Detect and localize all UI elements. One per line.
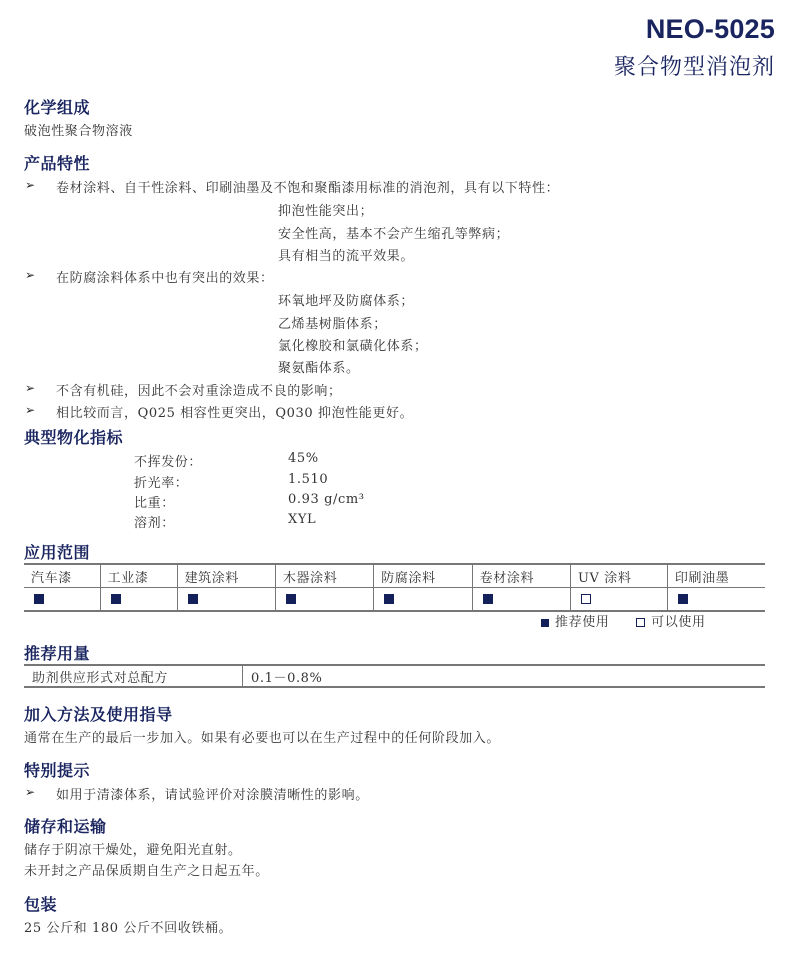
feature-subitem: 具有相当的流平效果。 bbox=[278, 249, 415, 264]
property-value: XYL bbox=[288, 512, 317, 527]
feature-subitem: 抑泡性能突出； bbox=[278, 204, 374, 219]
legend bbox=[541, 611, 706, 630]
feature-subitem: 聚氨酯体系。 bbox=[278, 361, 360, 376]
feature-subitem: 乙烯基树脂体系； bbox=[278, 317, 387, 332]
storage-line: 储存于阴凉干燥处，避免阳光直射。 bbox=[24, 843, 242, 858]
product-code: NEO-5025 bbox=[645, 14, 775, 44]
feature-item: 相比较而言，Q025 相容性更突出，Q030 抑泡性能更好。 bbox=[56, 406, 414, 421]
application-name: 防腐涂料 bbox=[374, 564, 472, 588]
dosage-label: 助剂供应形式对总配方 bbox=[24, 665, 243, 687]
recommended-filled-square-icon bbox=[111, 594, 121, 604]
legend-usable: 可以使用 bbox=[651, 615, 706, 630]
note-item: 如用于清漆体系，请试验评价对涂膜清晰性的影响。 bbox=[56, 788, 369, 803]
section-title-storage: 储存和运输 bbox=[24, 817, 107, 836]
application-name: 工业漆 bbox=[100, 564, 177, 588]
recommended-filled-square-icon bbox=[384, 594, 394, 604]
legend-recommended: 推荐使用 bbox=[555, 615, 610, 630]
dosage-table bbox=[24, 664, 765, 688]
property-value: 1.510 bbox=[288, 472, 329, 487]
application-name: 卷材涂料 bbox=[472, 564, 570, 588]
feature-item: 不含有机硅，因此不会对重涂造成不良的影响； bbox=[56, 384, 342, 399]
recommended-filled-square-icon bbox=[286, 594, 296, 604]
property-value: 0.93 g/cm³ bbox=[288, 492, 365, 507]
packaging-text: 25 公斤和 180 公斤不回收铁桶。 bbox=[24, 921, 233, 936]
applications-marks-row bbox=[24, 588, 765, 612]
feature-item: 卷材涂料、自干性涂料、印刷油墨及不饱和聚酯漆用标准的消泡剂，具有以下特性： bbox=[56, 181, 560, 196]
applications-table bbox=[24, 563, 765, 612]
usage-text: 通常在生产的最后一步加入。如果有必要也可以在生产过程中的任何阶段加入。 bbox=[24, 731, 501, 746]
bullet-arrow-icon: ➢ bbox=[25, 178, 36, 192]
section-title-composition: 化学组成 bbox=[24, 98, 91, 117]
section-title-features: 产品特性 bbox=[24, 154, 91, 173]
property-label: 折光率： bbox=[134, 476, 189, 491]
dosage-value: 0.1－0.8% bbox=[243, 665, 766, 687]
recommended-filled-square-icon bbox=[678, 594, 688, 604]
legend-filled-square-icon bbox=[541, 619, 549, 627]
usable-open-square-icon bbox=[581, 594, 591, 604]
application-name: 建筑涂料 bbox=[177, 564, 275, 588]
product-name: 聚合物型消泡剂 bbox=[613, 55, 775, 80]
bullet-arrow-icon: ➢ bbox=[25, 268, 36, 282]
feature-subitem: 安全性高，基本不会产生缩孔等弊病； bbox=[278, 227, 510, 242]
application-name: 汽车漆 bbox=[24, 564, 100, 588]
application-name: UV 涂料 bbox=[571, 564, 668, 588]
dosage-row bbox=[24, 665, 765, 687]
feature-subitem: 环氧地坪及防腐体系； bbox=[278, 294, 415, 309]
feature-item: 在防腐涂料体系中也有突出的效果： bbox=[56, 271, 274, 286]
application-name: 木器涂料 bbox=[275, 564, 373, 588]
applications-header-row bbox=[24, 564, 765, 588]
recommended-filled-square-icon bbox=[188, 594, 198, 604]
application-name: 印刷油墨 bbox=[667, 564, 765, 588]
bullet-arrow-icon: ➢ bbox=[25, 785, 36, 799]
property-label: 比重： bbox=[134, 496, 175, 511]
section-title-applications: 应用范围 bbox=[24, 543, 91, 562]
section-title-dosage: 推荐用量 bbox=[24, 644, 91, 663]
legend-open-square-icon bbox=[636, 618, 645, 627]
section-title-properties: 典型物化指标 bbox=[24, 428, 124, 447]
section-title-packaging: 包装 bbox=[24, 895, 58, 914]
storage-line: 未开封之产品保质期自生产之日起五年。 bbox=[24, 864, 269, 879]
section-title-usage: 加入方法及使用指导 bbox=[24, 705, 173, 724]
property-label: 不挥发份： bbox=[134, 455, 203, 470]
section-title-notes: 特别提示 bbox=[24, 761, 91, 780]
composition-text: 破泡性聚合物溶液 bbox=[24, 124, 133, 139]
property-value: 45% bbox=[288, 451, 319, 466]
recommended-filled-square-icon bbox=[34, 594, 44, 604]
property-label: 溶剂： bbox=[134, 516, 175, 531]
bullet-arrow-icon: ➢ bbox=[25, 403, 36, 417]
feature-subitem: 氯化橡胶和氯磺化体系； bbox=[278, 339, 428, 354]
recommended-filled-square-icon bbox=[483, 594, 493, 604]
bullet-arrow-icon: ➢ bbox=[25, 381, 36, 395]
